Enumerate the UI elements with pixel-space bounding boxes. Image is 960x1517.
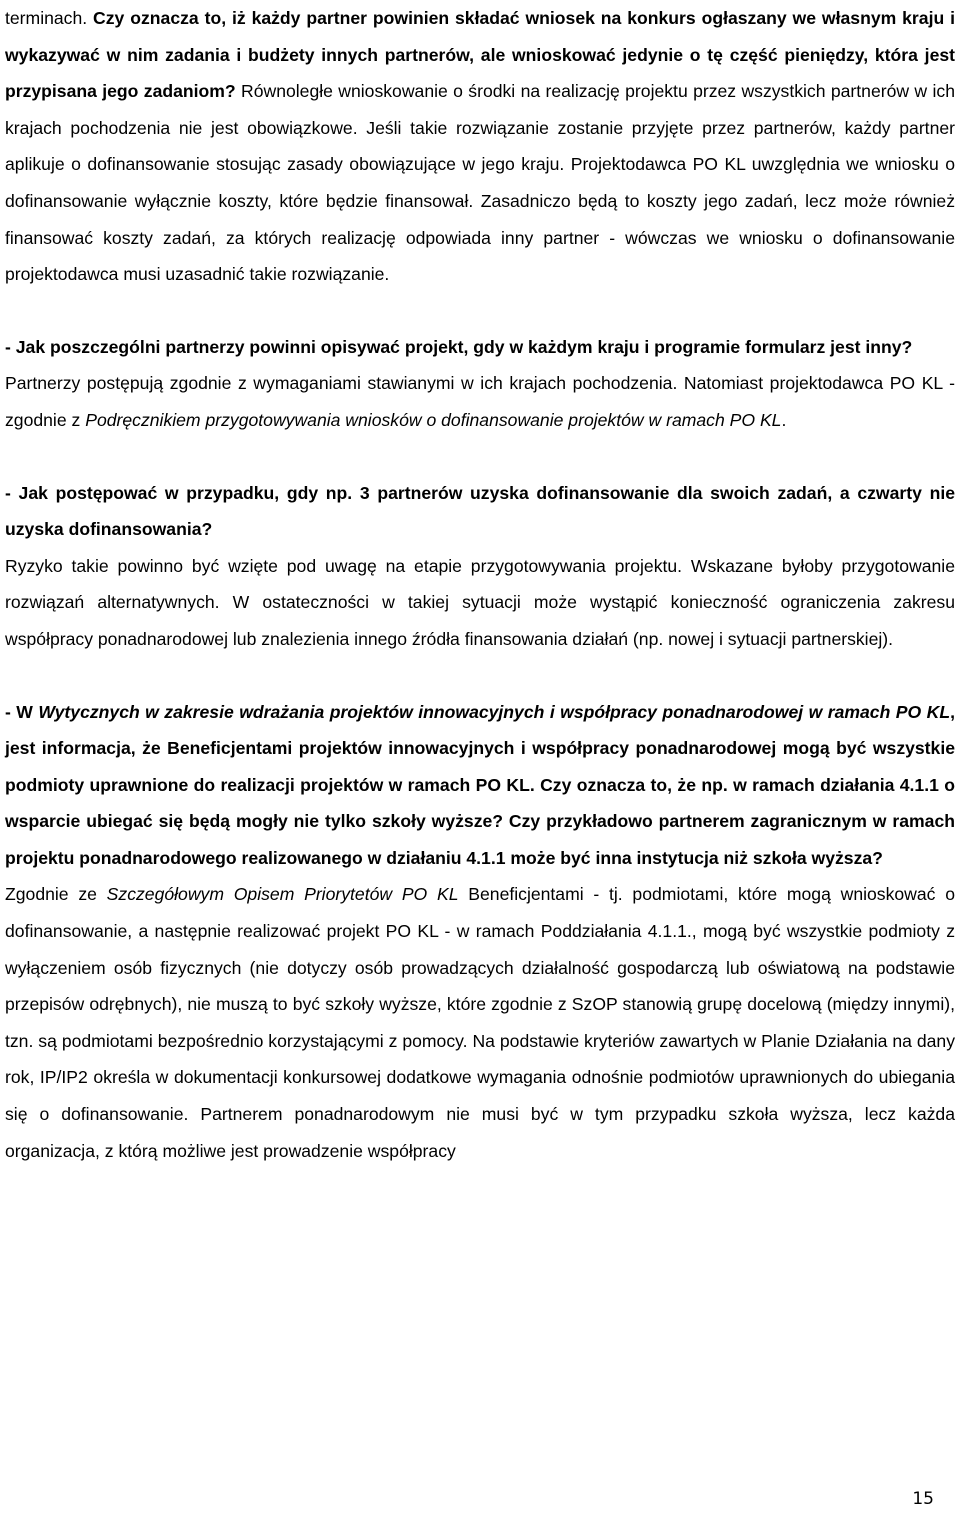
answer-beneficiaries (5, 876, 955, 1169)
answer-text-rest: Beneficjentami - tj. podmiotami, które mogą wnioskować o dofinansowanie, a następnie realizować projekt PO KL - w ramach Poddziałania 4.1.1., mogą być wszystkie podmioty z wyłączeniem osób fizycznych (nie dotyczy osób prowadzących działalność gospodarczą lub oświatową na podstawie przepisów odrębnych), nie muszą to być szkoły wyższe, które zgodnie z SzOP stanowią grupę docelową (między innymi), tzn. są podmiotami bezpośrednio korzystającymi z pomocy. Na podstawie kryteriów zawartych w Planie Działania na dany rok, IP/IP2 określa w dokumentacji konkursowej dodatkowe wymagania odnośnie podmiotów uprawnionych do ubiegania się o dofinansowanie. Partnerem ponadnarodowym nie musi być w tym przypadku szkoła wyższa, lecz każda organizacja, z którą możliwe jest prowadzenie współpracy (5, 884, 955, 1161)
answer-project-description (5, 365, 955, 438)
question-beneficiaries (5, 694, 955, 877)
spacer (5, 293, 955, 329)
spacer (5, 658, 955, 694)
answer-partner-without-funding: Ryzyko takie powinno być wzięte pod uwagę na etapie przygotowywania projektu. Wskazane byłoby przygotowanie rozwiązań alternatywnych. W ostateczności w takiej sytuacji może wystąpić konieczność ograniczenia zakresu współpracy ponadnarodowej lub znalezienia innego źródła finansowania działań (np. nowej i sytuacji partnerskiej). (5, 555, 955, 649)
answer-parallel-application: Równoległe wnioskowanie o środki na realizację projektu przez wszystkich partnerów w ich krajach pochodzenia nie jest obowiązkowe. Jeśli takie rozwiązanie zostanie przyjęte przez partnerów, każdy partner aplikuje o dofinansowanie stosując zasady obowiązujące w jego kraju. Projektodawca PO KL uwzględnia we wniosku o dofinansowanie wyłącznie koszty, które będzie finansował. Zasadniczo będą to koszty jego zadań, lecz może również finansować koszty zadań, za których realizację odpowiada inny partner - wówczas we wniosku o dofinansowanie projektodawca musi uzasadnić takie rozwiązanie. (5, 81, 955, 285)
question-own-country-application: Czy oznacza to, iż każdy partner powinien składać wniosek na konkurs ogłaszany we własnym kraju i wykazywać w nim zadania i budżety innych partnerów, ale wnioskować jedynie o tę część pieniędzy, która jest przypisana jego zadaniom? (5, 8, 955, 102)
question-text-rest: , jest informacja, że Beneficjentami projektów innowacyjnych i współpracy ponadnarodowej mogą być wszystkie podmioty uprawnione do realizacji projektów w ramach PO KL. Czy oznacza to, że np. w ramach działania 4.1.1 o wsparcie ubiegać się będą mogły nie tylko szkoły wyższe? Czy przykładowo partnerem zagranicznym w ramach projektu ponadnarodowego realizowanego w działaniu 4.1.1 może być inna instytucja niż szkoła wyższa? (5, 701, 955, 868)
answer-text: Partnerzy postępują zgodnie z wymaganiami stawianymi w ich krajach pochodzenia. Natomiast projektodawca PO KL - zgodnie z (5, 373, 955, 430)
answer-text-end: . (781, 409, 787, 430)
paragraph-partner-application (5, 0, 955, 293)
handbook-title: Podręcznikiem przygotowywania wniosków o dofinansowanie projektów w ramach PO KL (85, 409, 782, 430)
text-continuation: terminach. (5, 8, 94, 28)
question-project-description: - Jak poszczególni partnerzy powinni opisywać projekt, gdy w każdym kraju i programie formularz jest inny? (5, 336, 913, 357)
document-page (5, 0, 955, 1169)
guidelines-title: Wytycznych w zakresie wdrażania projektów innowacyjnych i współpracy ponadnarodowej w ramach PO KL (38, 701, 951, 722)
page-number: 15 (912, 1489, 934, 1509)
spacer (5, 439, 955, 475)
answer-text: Zgodnie ze (5, 884, 107, 905)
question-partner-without-funding: - Jak postępować w przypadku, gdy np. 3 partnerów uzyska dofinansowanie dla swoich zadań, a czwarty nie uzyska dofinansowania? (5, 482, 955, 540)
question-text: - W (5, 701, 39, 722)
szop-title: Szczegółowym Opisem Priorytetów PO KL (106, 884, 459, 905)
